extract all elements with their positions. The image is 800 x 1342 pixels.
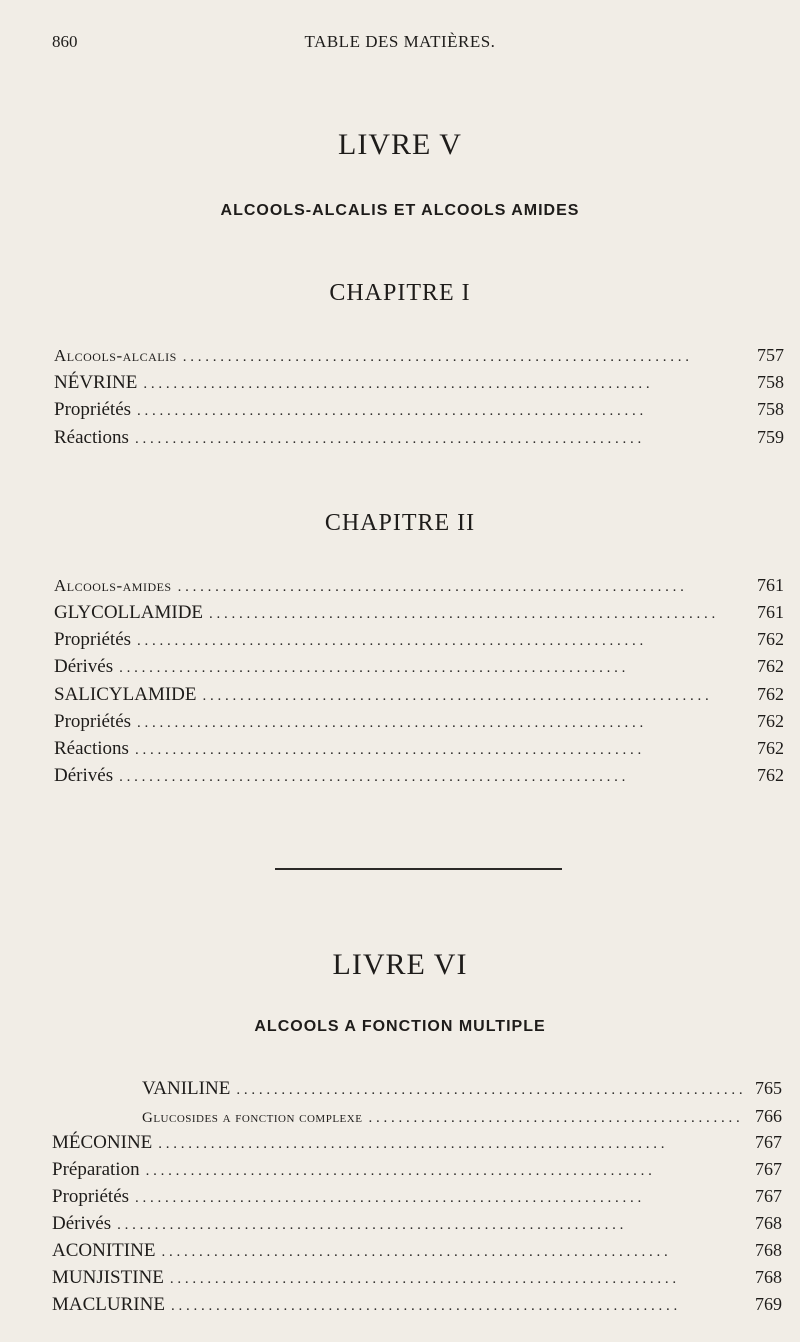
dot-leader xyxy=(158,1136,744,1153)
toc-entry xyxy=(52,1240,782,1266)
toc-entry-page: 762 xyxy=(757,629,784,649)
toc-entry-label: MÉCONINE xyxy=(52,1132,153,1153)
dot-leader xyxy=(117,1217,744,1234)
toc-entry xyxy=(142,1078,782,1104)
dot-leader xyxy=(143,376,746,393)
dot-leader xyxy=(171,1298,744,1315)
toc-entry-page: 768 xyxy=(755,1240,782,1260)
toc-entry-label: ACONITINE xyxy=(52,1240,156,1261)
toc-entry-label: SALICYLAMIDE xyxy=(54,684,197,705)
toc-entry xyxy=(54,399,784,425)
dot-leader xyxy=(137,633,746,650)
toc-entry-label: Réactions xyxy=(54,427,129,448)
livre-v-title: LIVRE V xyxy=(338,128,462,161)
dot-leader xyxy=(119,769,746,786)
toc-entry-label: Alcools-alcalis xyxy=(54,346,177,365)
toc-entry-page: 767 xyxy=(755,1132,782,1152)
toc-entry xyxy=(52,1267,782,1293)
toc-entry-page: 761 xyxy=(757,575,784,595)
toc-entry-label: Propriétés xyxy=(54,399,132,420)
toc-entry xyxy=(54,738,784,764)
page-number: 860 xyxy=(52,32,78,51)
toc-entry xyxy=(54,711,784,737)
dot-leader xyxy=(183,349,746,366)
toc-entry xyxy=(54,372,784,398)
toc-entry-label: Dérivés xyxy=(52,1213,112,1234)
toc-entry-page: 762 xyxy=(757,684,784,704)
toc-entry-page: 759 xyxy=(757,427,784,447)
dot-leader xyxy=(137,715,746,732)
toc-entry-label: MACLURINE xyxy=(52,1294,165,1315)
toc-entry xyxy=(52,1213,782,1239)
dot-leader xyxy=(161,1244,744,1261)
toc-entry xyxy=(54,765,784,791)
toc-entry xyxy=(54,345,784,371)
dot-leader xyxy=(119,660,746,677)
dot-leader xyxy=(203,688,747,705)
dot-leader xyxy=(170,1271,744,1288)
toc-entry xyxy=(52,1186,782,1212)
dot-leader xyxy=(146,1163,744,1180)
toc-entry-label: Propriétés xyxy=(52,1186,130,1207)
dot-leader xyxy=(178,579,746,596)
toc-entry-page: 757 xyxy=(757,345,784,365)
toc-entry-label: Alcools-amides xyxy=(54,576,172,595)
section-divider xyxy=(275,868,562,870)
toc-entry-label: NÉVRINE xyxy=(54,372,138,393)
toc-entry-label: MUNJISTINE xyxy=(52,1267,164,1288)
dot-leader xyxy=(368,1110,744,1127)
toc-entry xyxy=(52,1294,782,1320)
toc-entry-page: 768 xyxy=(755,1267,782,1287)
toc-entry xyxy=(52,1159,782,1185)
chapitre-ii-title: CHAPITRE II xyxy=(324,510,476,536)
toc-entry-page: 758 xyxy=(757,372,784,392)
toc-entry-label: Glucosides a fonction complexe xyxy=(142,1110,363,1126)
toc-entry-page: 769 xyxy=(755,1294,782,1314)
toc-entry xyxy=(54,575,784,601)
livre-vi-subtitle: ALCOOLS A FONCTION MULTIPLE xyxy=(254,1018,546,1035)
toc-entry-label: Dérivés xyxy=(54,765,114,786)
toc-entry-label: Propriétés xyxy=(54,711,132,732)
toc-entry-page: 768 xyxy=(755,1213,782,1233)
dot-leader xyxy=(236,1082,744,1099)
toc-entry xyxy=(54,629,784,655)
toc-entry-page: 767 xyxy=(755,1186,782,1206)
toc-entry-label: GLYCOLLAMIDE xyxy=(54,602,204,623)
toc-entry-label: VANILINE xyxy=(142,1078,231,1099)
toc-entry-page: 762 xyxy=(757,656,784,676)
dot-leader xyxy=(209,606,746,623)
toc-entry xyxy=(52,1132,782,1158)
toc-entry-page: 758 xyxy=(757,399,784,419)
dot-leader xyxy=(135,742,746,759)
toc-entry-page: 767 xyxy=(755,1159,782,1179)
running-title: TABLE DES MATIÈRES. xyxy=(304,32,496,51)
toc-entry xyxy=(54,427,784,453)
dot-leader xyxy=(135,1190,744,1207)
toc-entry xyxy=(142,1106,782,1132)
livre-vi-title: LIVRE VI xyxy=(332,948,468,981)
toc-entry-page: 762 xyxy=(757,738,784,758)
chapitre-i-title: CHAPITRE I xyxy=(329,280,471,306)
toc-entry-page: 761 xyxy=(757,602,784,622)
livre-v-subtitle: ALCOOLS-ALCALIS ET ALCOOLS AMIDES xyxy=(220,202,580,219)
toc-entry-page: 762 xyxy=(757,765,784,785)
page-header xyxy=(0,30,800,56)
toc-entry-label: Préparation xyxy=(52,1159,140,1180)
toc-entry xyxy=(54,656,784,682)
toc-entry-label: Réactions xyxy=(54,738,129,759)
toc-entry-label: Dérivés xyxy=(54,656,114,677)
toc-entry xyxy=(54,602,784,628)
toc-entry-label: Propriétés xyxy=(54,629,132,650)
toc-entry-page: 762 xyxy=(757,711,784,731)
toc-entry xyxy=(54,684,784,710)
toc-entry-page: 766 xyxy=(755,1106,782,1126)
dot-leader xyxy=(135,431,746,448)
toc-entry-page: 765 xyxy=(755,1078,782,1098)
dot-leader xyxy=(137,403,746,420)
